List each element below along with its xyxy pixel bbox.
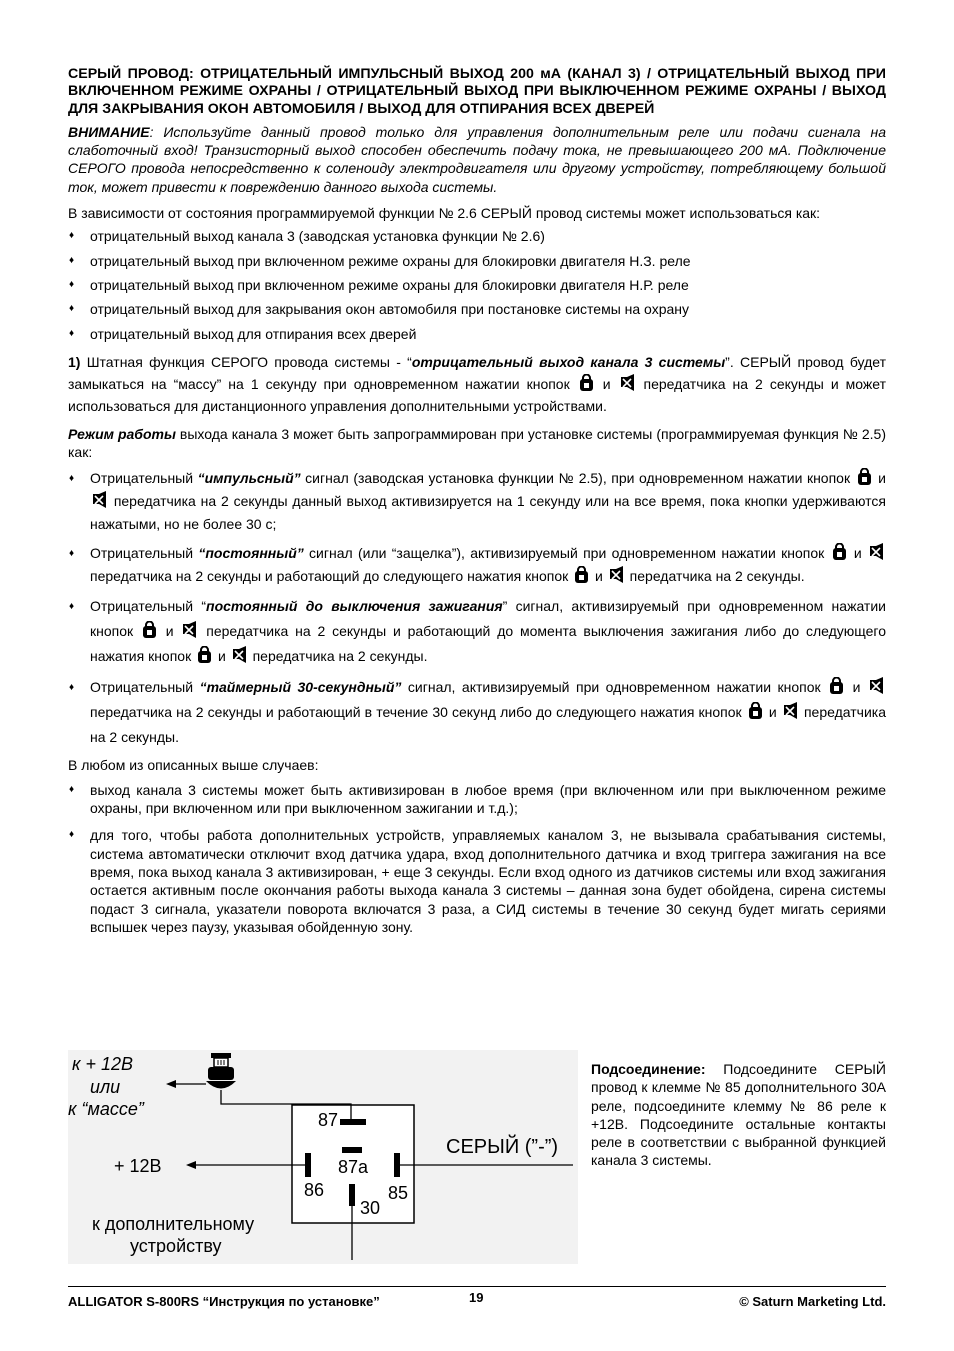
label-aux-2: устройству — [130, 1236, 222, 1256]
function-name: отрицательный выход канала 3 системы — [411, 353, 726, 370]
function-paragraph: 1) Штатная функция СЕРОГО провода системы - “отрицательный выход канала 3 системы”. СЕРЫЙ провод будет замыкаться на “массу” на 1 секунду при одновременном нажатии кнопок и передатчика на 2 секунды и может использоваться для дистанционного управления дополнительными устройствами. — [68, 353, 887, 414]
pin-85-label: 85 — [388, 1183, 409, 1203]
footer-title: ALLIGATOR S-800RS “Инструкция по установке” — [68, 1294, 380, 1309]
list-item: ♦ отрицательный выход канала 3 (заводская установка функции № 2.6) — [69, 228, 545, 245]
warning-label: ВНИМАНИЕ — [68, 123, 150, 140]
connection-label: Подсоединение: — [591, 1061, 706, 1077]
relay-wiring-diagram — [68, 1050, 578, 1264]
page-number: 19 — [469, 1290, 484, 1305]
lock-button-icon — [574, 566, 589, 583]
pin-30-mark — [349, 1184, 355, 1206]
list-item: ♦ для того, чтобы работа дополнительных устройств, управляемых каналом 3, не вызывала срабатывания системы, система автоматически отключит вход датчика удара, вход дополнительного датчика и вход триггера зажигания на все время, пока выход канала 3 активизирован, + еще 3 секунды. Если вход одного из датчиков системы или вход зажигания остается активным после окончания работы выхода канала 3 системы – данная зона будет обойдена, сирена системы подаст 3 сигнала, указатели поворота включатся 3 раза, а СИД системы в течение 30 секунд будет мигать сериями вспышек через паузу, указывая обойденную зону. — [69, 827, 886, 935]
lock-button-icon — [832, 543, 847, 560]
bullet-icon: ♦ — [69, 278, 75, 290]
car-mute-button-icon — [182, 621, 197, 638]
lock-button-icon — [829, 677, 844, 694]
uses-list — [68, 227, 886, 342]
pin-87-label: 87 — [318, 1110, 339, 1130]
bullet-icon: ♦ — [69, 548, 75, 560]
list-item: ♦ отрицательный выход для отпирания всех дверей — [69, 325, 417, 342]
notes-list — [68, 781, 886, 936]
car-mute-button-icon — [92, 491, 107, 508]
mode-paragraph: Режим работы выхода канала 3 может быть запрограммирован при установке системы (программируемая функция № 2.5) как: — [68, 425, 886, 461]
footer-divider — [68, 1286, 886, 1287]
list-item: ♦ выход канала 3 системы может быть активизирован в любое время (при включенном или при выключенном режиме охраны, при включенном или при выключенном зажигании и т.д.); — [69, 781, 886, 817]
connection-text: Подсоедините СЕРЫЙ провод к клемме № 85 дополнительного 30А реле, подсоедините клемму № 86 реле к +12В. Подсоедините остальные контакты реле в соответствии с выбранной функцией канала 3 системы. — [591, 1061, 886, 1169]
list-item: ♦ Отрицательный “постоянный” сигнал (или “защелка”), активизируемый при одновременном нажатии кнопок и передатчика на 2 секунды и работающий до следующего нажатия кнопок и передатчика на 2 секунды. — [68, 542, 886, 588]
pin-87-mark — [340, 1119, 366, 1125]
lock-button-icon — [748, 702, 763, 719]
label-or: или — [90, 1077, 121, 1097]
arrow-k12-head — [166, 1080, 176, 1088]
pin-86-mark — [305, 1153, 311, 1177]
pin-86-label: 86 — [304, 1180, 325, 1200]
bullet-icon: ♦ — [69, 327, 75, 339]
warning-paragraph — [68, 123, 886, 196]
arrow-plus12-head — [186, 1161, 196, 1169]
lock-button-icon — [197, 646, 212, 663]
car-mute-button-icon — [869, 677, 884, 694]
pin-87a-mark — [342, 1147, 362, 1153]
bullet-icon: ♦ — [69, 829, 75, 841]
car-mute-button-icon — [869, 543, 884, 560]
pin-30-label: 30 — [360, 1198, 381, 1218]
switch-icon — [206, 1053, 236, 1089]
section-heading: СЕРЫЙ ПРОВОД: ОТРИЦАТЕЛЬНЫЙ ИМПУЛЬСНЫЙ ВЫХОД 200 мА (КАНАЛ 3) / ОТРИЦАТЕЛЬНЫЙ ВЫХОД ПРИ ВКЛЮЧЕННОМ РЕЖИМЕ ОХРАНЫ / ОТРИЦАТЕЛЬНЫЙ ВЫХОД ПРИ ВЫКЛЮЧЕННОМ РЕЖИМЕ ОХРАНЫ / ВЫХОД ДЛЯ ЗАКРЫВАНИЯ ОКОН АВТОМОБИЛЯ / ВЫХОД ДЛЯ ОТПИРАНИЯ ВСЕХ ДВЕРЕЙ — [68, 66, 886, 117]
label-aux-1: к дополнительному — [92, 1214, 255, 1234]
list-item: ♦ Отрицательный “импульсный” сигнал (заводская установка функции № 2.5), при одновременном нажатии кнопок и передатчика на 2 секунды данный выход активизируется на 1 секунду или на все время, пока кнопки удерживаются нажатыми, но не более 30 с; — [68, 467, 886, 536]
label-k12: к + 12В — [72, 1054, 134, 1074]
footer-copyright: © Saturn Marketing Ltd. — [739, 1294, 886, 1309]
car-mute-button-icon — [232, 646, 247, 663]
list-item: ♦ отрицательный выход при включенном режиме охраны для блокировки двигателя Н.З. реле — [69, 252, 691, 269]
any-case-paragraph: В любом из описанных выше случаев: — [68, 757, 319, 774]
modes-list — [68, 467, 886, 750]
intro-paragraph: В зависимости от состояния программируемой функции № 2.6 СЕРЫЙ провод системы может использоваться как: — [68, 205, 821, 222]
lock-button-icon — [857, 468, 872, 485]
pin-85-mark — [394, 1153, 400, 1177]
car-mute-button-icon — [620, 374, 635, 391]
label-plus12: + 12В — [114, 1156, 162, 1176]
list-item: ♦ Отрицательный “таймерный 30-секундный” сигнал, активизируемый при одновременном нажатии кнопок и передатчика на 2 секунды и работающий в течение 30 секунд либо до следующего нажатия кнопок и передатчика на 2 секунды. — [68, 675, 886, 750]
car-mute-button-icon — [609, 566, 624, 583]
car-mute-button-icon — [783, 702, 798, 719]
bullet-icon: ♦ — [69, 601, 75, 613]
bullet-icon: ♦ — [69, 783, 75, 795]
bullet-icon: ♦ — [69, 682, 75, 694]
connection-paragraph — [591, 1060, 886, 1170]
label-mass: к “массе” — [68, 1099, 144, 1119]
bullet-icon: ♦ — [69, 254, 75, 266]
bullet-icon: ♦ — [69, 473, 75, 485]
pin-87a-label: 87a — [338, 1157, 369, 1177]
list-item: ♦ отрицательный выход для закрывания окон автомобиля при постановке системы на охрану — [69, 301, 689, 318]
list-item: ♦ отрицательный выход при включенном режиме охраны для блокировки двигателя Н.Р. реле — [69, 276, 689, 293]
bullet-icon: ♦ — [69, 230, 75, 242]
lock-button-icon — [579, 374, 594, 391]
bullet-icon: ♦ — [69, 303, 75, 315]
lock-button-icon — [142, 621, 157, 638]
warning-text: : Используйте данный провод только для управления дополнительным реле или подачи сигнала на слаботочный вход! Транзисторный выход способен обеспечить подачу тока, не превышающего 200 мА. Подключение СЕРОГО провода непосредственно к соленоиду электродвигателя или другому устройству, потребляющему большой ток, может привести к повреждению данного выхода системы. — [68, 123, 886, 195]
label-gray-wire: СЕРЫЙ (”-”) — [446, 1136, 559, 1158]
list-item: ♦ Отрицательный “постоянный до выключения зажигания” сигнал, активизируемый при одновременном нажатии кнопок и передатчика на 2 секунды и работающий до момента выключения зажигания либо до следующего нажатия кнопок и передатчика на 2 секунды. — [68, 594, 886, 669]
mode-label: Режим работы — [68, 425, 176, 442]
page-content — [68, 66, 886, 942]
